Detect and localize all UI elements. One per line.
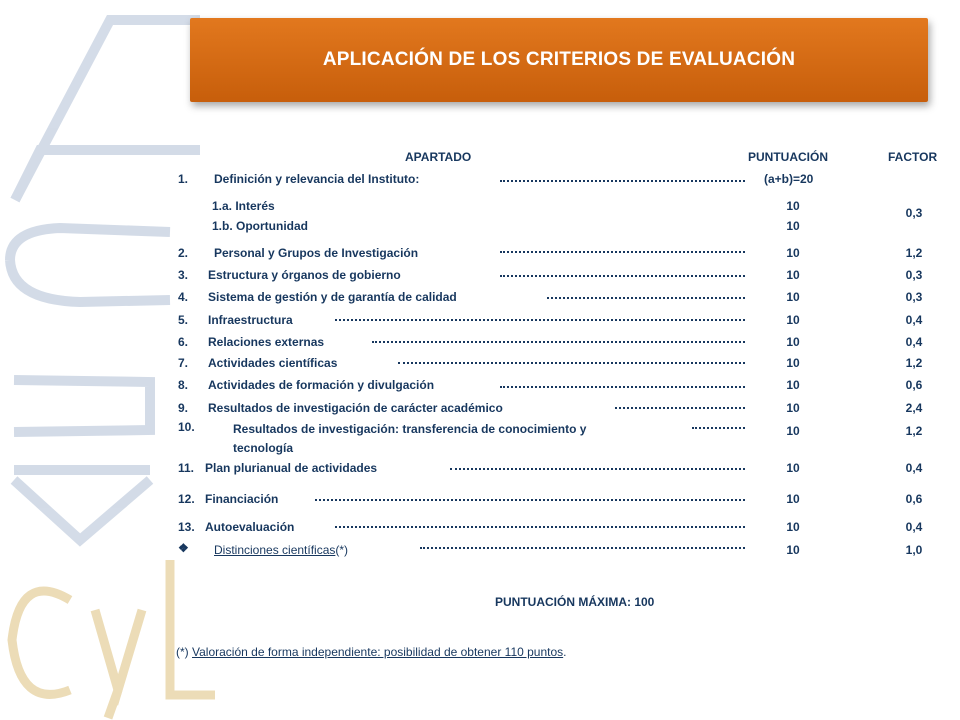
leader-dots (500, 275, 745, 277)
row-2-score: 10 (786, 246, 800, 260)
row-1b-label: 1.b. Oportunidad (212, 219, 308, 233)
row-8-score: 10 (786, 378, 800, 392)
row-distinciones-score: 10 (786, 543, 800, 557)
row-1-label: Definición y relevancia del Instituto: (214, 172, 420, 186)
acsucyl-watermark (0, 0, 240, 720)
row-7-num: 7. (178, 356, 189, 370)
row-6-label: Relaciones externas (208, 335, 325, 349)
row-4-factor: 0,3 (905, 290, 923, 304)
row-3-num: 3. (178, 268, 189, 282)
distinciones-suffix: (*) (335, 543, 349, 557)
row-1b-score: 10 (786, 219, 800, 233)
title-banner (190, 18, 928, 102)
row-11-factor: 0,4 (905, 461, 923, 475)
row-12-factor: 0,6 (905, 492, 923, 506)
distinciones-link[interactable]: Distinciones científicas (214, 543, 336, 557)
row-3-label: Estructura y órganos de gobierno (208, 268, 401, 282)
max-score: PUNTUACIÓN MÁXIMA: 100 (495, 595, 655, 609)
row-7-score: 10 (786, 356, 800, 370)
row-6-score: 10 (786, 335, 800, 349)
row-10-score: 10 (786, 424, 800, 438)
row-10-label-cont: tecnología (233, 441, 294, 455)
row-12-num: 12. (178, 492, 195, 506)
header-apartado: APARTADO (405, 150, 472, 164)
row-1a-score: 10 (786, 199, 800, 213)
row-1a-label: 1.a. Interés (212, 199, 275, 213)
row-1-factor: 0,3 (905, 206, 923, 220)
row-6-factor: 0,4 (905, 335, 923, 349)
row-9-factor: 2,4 (905, 401, 923, 415)
row-11-num: 11. (178, 461, 195, 475)
row-5-num: 5. (178, 313, 189, 327)
row-2-num: 2. (178, 246, 189, 260)
footnote-link[interactable]: Valoración de forma independiente: posibilidad de obtener 110 puntos (192, 645, 564, 659)
row-9-num: 9. (178, 401, 189, 415)
row-2-label: Personal y Grupos de Investigación (214, 246, 419, 260)
row-7-label: Actividades científicas (208, 356, 338, 370)
row-12-label: Financiación (205, 492, 279, 506)
row-11-label: Plan plurianual de actividades (205, 461, 378, 475)
row-13-factor: 0,4 (905, 520, 923, 534)
leader-dots (420, 547, 745, 549)
row-10-factor: 1,2 (905, 424, 923, 438)
row-4-score: 10 (786, 290, 800, 304)
row-distinciones (214, 543, 348, 557)
row-7-factor: 1,2 (905, 356, 923, 370)
footnote-suffix: . (563, 645, 567, 659)
leader-dots (615, 407, 745, 409)
row-2-factor: 1,2 (905, 246, 923, 260)
row-distinciones-factor: 1,0 (905, 543, 923, 557)
row-9-score: 10 (786, 401, 800, 415)
diamond-bullet-icon: ❖ (178, 541, 189, 555)
header-factor: FACTOR (888, 150, 938, 164)
leader-dots (335, 319, 745, 321)
header-puntuacion: PUNTUACIÓN (748, 150, 828, 164)
row-8-num: 8. (178, 378, 189, 392)
leader-dots (500, 251, 745, 253)
row-6-num: 6. (178, 335, 189, 349)
row-8-label: Actividades de formación y divulgación (208, 378, 435, 392)
leader-dots (315, 499, 745, 501)
row-3-factor: 0,3 (905, 268, 923, 282)
leader-dots (372, 341, 745, 343)
footnote (176, 645, 567, 659)
leader-dots (335, 526, 745, 528)
row-4-num: 4. (178, 290, 189, 304)
row-9-label: Resultados de investigación de carácter académico (208, 401, 503, 415)
row-5-label: Infraestructura (208, 313, 293, 327)
leader-dots (500, 386, 745, 388)
row-5-score: 10 (786, 313, 800, 327)
row-12-score: 10 (786, 492, 800, 506)
leader-dots (692, 427, 745, 429)
row-10-label: Resultados de investigación: transferencia de conocimiento y (233, 422, 587, 436)
row-1-num: 1. (178, 172, 189, 186)
row-13-label: Autoevaluación (205, 520, 295, 534)
footnote-prefix: (*) (176, 645, 192, 659)
leader-dots (450, 468, 745, 470)
row-1-score: (a+b)=20 (764, 172, 814, 186)
leader-dots (547, 297, 745, 299)
row-11-score: 10 (786, 461, 800, 475)
row-5-factor: 0,4 (905, 313, 923, 327)
leader-dots (500, 180, 745, 182)
row-8-factor: 0,6 (905, 378, 923, 392)
row-4-label: Sistema de gestión y de garantía de calidad (208, 290, 457, 304)
leader-dots (398, 362, 745, 364)
row-13-num: 13. (178, 520, 195, 534)
row-13-score: 10 (786, 520, 800, 534)
row-10-num: 10. (178, 420, 195, 434)
page-title: APLICACIÓN DE LOS CRITERIOS DE EVALUACIÓN (322, 49, 796, 70)
row-3-score: 10 (786, 268, 800, 282)
